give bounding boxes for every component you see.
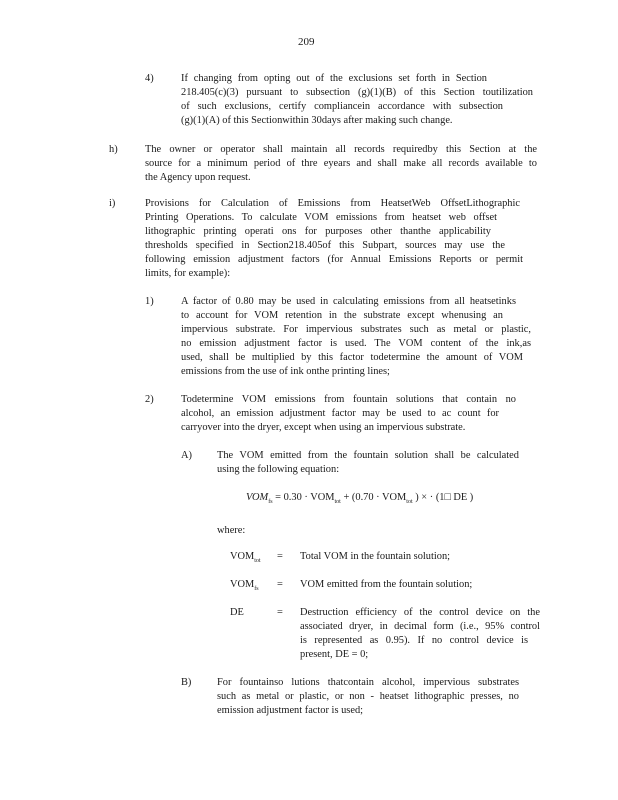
equation-sub-tot: tot — [406, 499, 413, 505]
section-h-line: source for a minimum period of thre eyears and shall make all records available to — [145, 158, 537, 169]
item-1-line: A factor of 0.80 may be used in calculating emissions from all heatsetinks — [181, 296, 516, 307]
definition-term: $VOM_{fs}$ — [230, 579, 259, 592]
fountain-solution-equation — [246, 491, 473, 509]
equation-eq-part: = 0.30 · VOM — [275, 492, 335, 503]
item-1-label: 1) — [145, 296, 154, 307]
definition-equals: = — [277, 607, 283, 618]
definition-text: Destruction efficiency of the control device on the — [300, 607, 540, 618]
section-i-line: thresholds specified in Section218.405of this Subpart, sources may use the — [145, 240, 505, 251]
section-i-line: Printing Operations. To calculate VOM emissions from heatset web offset — [145, 212, 497, 223]
item-1-line: to account for VOM retention in the substrate except whenusing an — [181, 310, 503, 321]
item-b-label: B) — [181, 677, 192, 688]
item-1-line: no emission adjustment factor is used. The VOM content of the ink,as — [181, 338, 531, 349]
section-i-label: i) — [109, 198, 116, 209]
item-a-label: A) — [181, 450, 192, 461]
equation-tail: ) × · (1□ DE ) — [415, 492, 474, 503]
item-b-line: For fountainso lutions thatcontain alcohol, impervious substrates — [217, 677, 519, 688]
section-i-line: following emission adjustment factors (for Annual Emissions Reports or permit — [145, 254, 523, 265]
item-1-line: impervious substrate. For impervious substrates such as metal or plastic, — [181, 324, 531, 335]
item-1-line: used, shall be multiplied by this factor todetermine the amount of VOM — [181, 352, 523, 363]
item-b-line: such as metal or plastic, or non - heatset lithographic presses, no — [217, 691, 519, 702]
item-2-line: Todetermine VOM emissions from fountain solutions that contain no — [181, 394, 516, 405]
item-4-line: If changing from opting out of the exclusions set forth in Section — [181, 73, 487, 84]
section-i-line: Provisions for Calculation of Emissions from HeatsetWeb OffsetLithographic — [145, 198, 520, 209]
definition-term: $VOM_{tot}$ — [230, 551, 261, 564]
item-4-line: (g)(1)(A) of this Sectionwithin 30days after making such change. — [181, 115, 453, 126]
definition-equals: = — [277, 551, 283, 562]
item-b-line: emission adjustment factor is used; — [217, 705, 364, 716]
item-a-line: The VOM emitted from the fountain solution shall be calculated — [217, 450, 519, 461]
definition-text: Total VOM in the fountain solution; — [300, 551, 451, 562]
item-4-label: 4) — [145, 73, 154, 84]
equation-sub-tot: tot — [334, 499, 341, 505]
definition-text: VOM emitted from the fountain solution; — [300, 579, 473, 590]
item-1-line: emissions from the use of ink onthe printing lines; — [181, 366, 390, 377]
item-2-line: alcohol, an emission adjustment factor may be used to ac count for — [181, 408, 499, 419]
definition-term: DE — [230, 607, 244, 618]
where-label: where: — [217, 525, 246, 536]
item-2-label: 2) — [145, 394, 154, 405]
section-h-line: the Agency upon request. — [145, 172, 251, 183]
item-a-line: using the following equation: — [217, 464, 340, 475]
section-h-label: h) — [109, 144, 118, 155]
equation-plus-part: + (0.70 · VOM — [343, 492, 407, 503]
section-i-line: lithographic printing operati ons for purposes other thanthe applicability — [145, 226, 491, 237]
section-h-line: The owner or operator shall maintain all records requiredby this Section at the — [145, 144, 537, 155]
definition-text: associated dryer, in decimal form (i.e., 95% control — [300, 621, 540, 632]
equation-sub-fs: fs — [268, 499, 273, 505]
definition-text: present, DE = 0; — [300, 649, 369, 660]
equation-vom: VOM — [246, 492, 269, 503]
definition-text: is represented as 0.95). If no control device is — [300, 635, 528, 646]
item-4-line: 218.405(c)(3) pursuant to subsection (g)(1)(B) of this Section toutilization — [181, 87, 533, 98]
definition-equals: = — [277, 579, 283, 590]
page-number: 209 — [298, 36, 315, 48]
item-4-line: of such exclusions, certify compliancein accordance with subsection — [181, 101, 503, 112]
section-i-line: limits, for example): — [145, 268, 231, 279]
item-2-line: carryover into the dryer, except when using an impervious substrate. — [181, 422, 466, 433]
